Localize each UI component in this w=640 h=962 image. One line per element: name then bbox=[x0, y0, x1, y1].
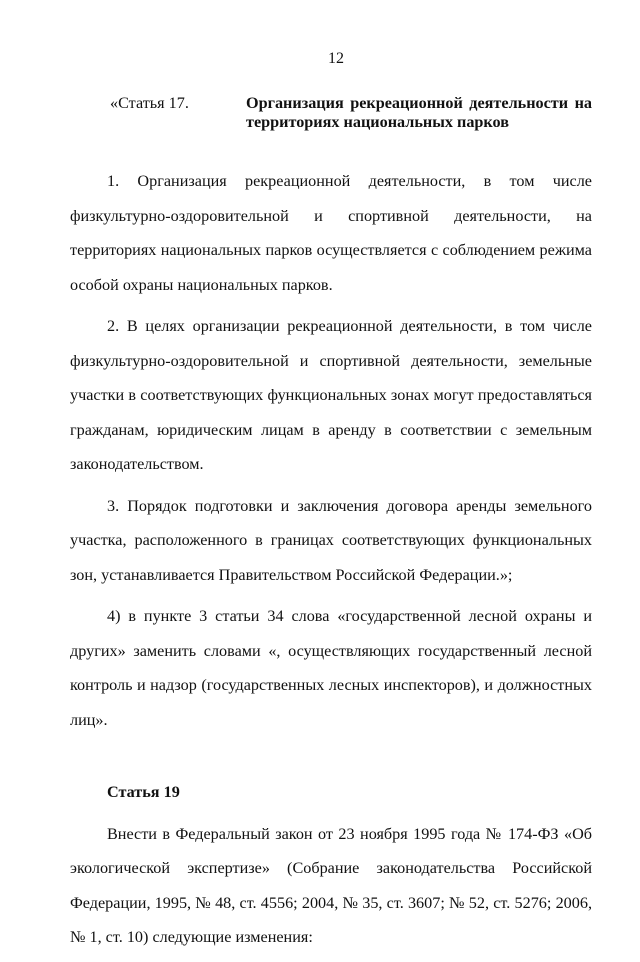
paragraph-4: 4) в пункте 3 статьи 34 слова «государственной лесной охраны и других» заменить словами «, осуществляющих государственный лесной контроль и надзор (государственных лесных инспекторов), и должностных лиц». bbox=[70, 607, 592, 729]
document-body bbox=[70, 94, 592, 962]
article-17-title bbox=[246, 94, 592, 132]
title-word: на bbox=[574, 94, 592, 112]
article-19-heading: Статья 19 bbox=[107, 783, 180, 801]
title-word: рекреационной bbox=[350, 94, 463, 112]
page-number: 12 bbox=[328, 50, 344, 67]
paragraph-1: 1. Организация рекреационной деятельности, в том числе физкультурно-оздоровительной и спортивной деятельности, на территориях национальных парков осуществляется с соблюдением режима особой охраны национальных парков. bbox=[70, 172, 592, 294]
article-17-title-line2: территориях национальных парков bbox=[246, 113, 509, 131]
article-19-text: Внести в Федеральный закон от 23 ноября 1995 года № 174-ФЗ «Об экологической экспертизе» (Собрание законодательства Российской Федерации, 1995, № 48, ст. 4556; 2004, № 35, ст. 3607; № 52, ст. 5276; 2006, № 1, ст. 10) следующие изменения: bbox=[70, 824, 592, 946]
article-17-number: «Статья 17. bbox=[110, 94, 189, 112]
article-17-heading bbox=[70, 94, 592, 132]
paragraph-2: 2. В целях организации рекреационной деятельности, в том числе физкультурно-оздоровительной и спортивной деятельности, земельные участки в соответствующих функциональных зонах могут предоставляться гражданам, юридическим лицам в аренду в соответствии с земельным законодательством. bbox=[70, 317, 592, 473]
paragraph-3: 3. Порядок подготовки и заключения договора аренды земельного участка, расположенного в границах соответствующих функциональных зон, устанавливается Правительством Российской Федерации.»; bbox=[70, 496, 592, 584]
article-17-title-line1 bbox=[246, 94, 592, 113]
title-word: Организация bbox=[246, 94, 344, 112]
title-word: деятельности bbox=[469, 94, 569, 112]
